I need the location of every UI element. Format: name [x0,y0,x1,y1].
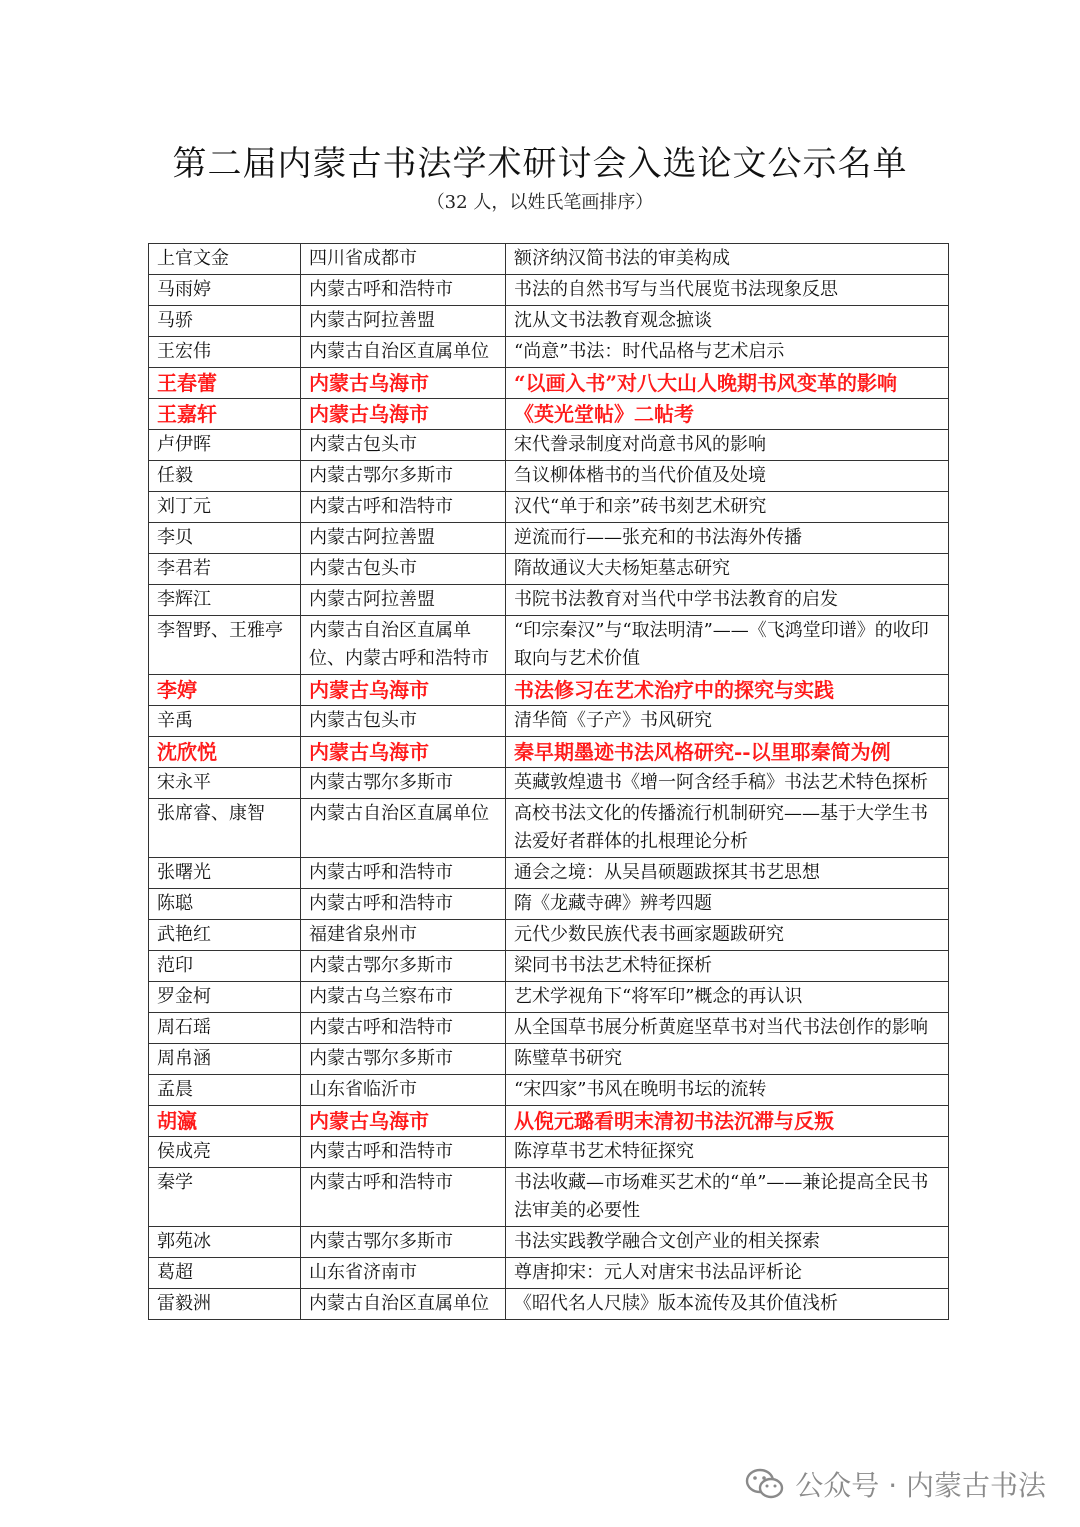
table-row [149,244,949,275]
author-region: 内蒙古乌海市 [301,1106,506,1137]
paper-title: 《英光堂帖》二帖考 [506,399,949,430]
author-region: 内蒙古自治区直属单位 [301,1289,506,1320]
paper-title: “印宗秦汉”与“取法明清”——《飞鸿堂印谱》的收印取向与艺术价值 [506,616,949,675]
author-region: 内蒙古乌海市 [301,368,506,399]
paper-title: 刍议柳体楷书的当代价值及处境 [506,461,949,492]
table-row [149,399,949,430]
page-title: 第二届内蒙古书法学术研讨会入选论文公示名单 [172,144,908,184]
paper-title: 汉代“单于和亲”砖书刻艺术研究 [506,492,949,523]
author-region: 内蒙古乌兰察布市 [301,982,506,1013]
paper-title: “宋四家”书风在晚明书坛的流转 [506,1075,949,1106]
author-name: 张席睿、康智 [149,799,301,858]
table-row [149,920,949,951]
table-row [149,1168,949,1227]
table-row [149,306,949,337]
table-row [149,858,949,889]
paper-title: 书法实践教学融合文创产业的相关探索 [506,1227,949,1258]
table-row [149,554,949,585]
author-region: 内蒙古呼和浩特市 [301,1137,506,1168]
author-name: 孟晨 [149,1075,301,1106]
paper-title: 《昭代名人尺牍》版本流传及其价值浅析 [506,1289,949,1320]
table-row [149,1013,949,1044]
author-region: 内蒙古自治区直属单位 [301,799,506,858]
wechat-icon [745,1467,785,1501]
watermark [745,1462,1046,1506]
table-row [149,430,949,461]
author-region: 内蒙古呼和浩特市 [301,492,506,523]
table-row [149,492,949,523]
author-region: 内蒙古阿拉善盟 [301,585,506,616]
table-row [149,1258,949,1289]
author-region: 内蒙古乌海市 [301,399,506,430]
author-name: 李辉江 [149,585,301,616]
table-row [149,1106,949,1137]
author-region: 内蒙古鄂尔多斯市 [301,768,506,799]
selected-papers-table [148,243,949,1320]
paper-title: 尊唐抑宋：元人对唐宋书法品评析论 [506,1258,949,1289]
author-name: 范印 [149,951,301,982]
author-name: 马骄 [149,306,301,337]
paper-title: 秦早期墨迹书法风格研究--以里耶秦简为例 [506,737,949,768]
author-name: 周帛涵 [149,1044,301,1075]
author-region: 内蒙古呼和浩特市 [301,275,506,306]
author-name: 侯成亮 [149,1137,301,1168]
paper-title: 清华简《子产》书风研究 [506,706,949,737]
author-name: 武艳红 [149,920,301,951]
paper-title: “尚意”书法：时代品格与艺术启示 [506,337,949,368]
paper-title: 通会之境：从吴昌硕题跋探其书艺思想 [506,858,949,889]
table-row [149,585,949,616]
author-name: 马雨婷 [149,275,301,306]
paper-title: 元代少数民族代表书画家题跋研究 [506,920,949,951]
paper-title: 书法的自然书写与当代展览书法现象反思 [506,275,949,306]
author-name: 王宏伟 [149,337,301,368]
author-name: 雷毅洲 [149,1289,301,1320]
author-region: 内蒙古呼和浩特市 [301,1168,506,1227]
author-region: 福建省泉州市 [301,920,506,951]
paper-title: 从倪元璐看明末清初书法沉滞与反叛 [506,1106,949,1137]
author-name: 刘丁元 [149,492,301,523]
paper-title: 额济纳汉简书法的审美构成 [506,244,949,275]
author-region: 内蒙古乌海市 [301,675,506,706]
table-row [149,737,949,768]
author-region: 内蒙古包头市 [301,430,506,461]
author-name: 葛超 [149,1258,301,1289]
table-row [149,275,949,306]
author-region: 四川省成都市 [301,244,506,275]
paper-title: 梁同书书法艺术特征探析 [506,951,949,982]
table-row [149,1227,949,1258]
table-row [149,706,949,737]
page-subtitle: （32 人，以姓氏笔画排序） [426,192,654,213]
paper-title: 隋故通议大夫杨矩墓志研究 [506,554,949,585]
author-name: 张曙光 [149,858,301,889]
author-region: 内蒙古包头市 [301,554,506,585]
paper-title: “以画入书”对八大山人晚期书风变革的影响 [506,368,949,399]
table-row [149,768,949,799]
author-name: 郭苑冰 [149,1227,301,1258]
paper-title: 从全国草书展分析黄庭坚草书对当代书法创作的影响 [506,1013,949,1044]
author-name: 李智野、王雅亭 [149,616,301,675]
paper-title: 书法修习在艺术治疗中的探究与实践 [506,675,949,706]
paper-title: 陈淳草书艺术特征探究 [506,1137,949,1168]
paper-title: 宋代誊录制度对尚意书风的影响 [506,430,949,461]
author-region: 山东省济南市 [301,1258,506,1289]
table-row [149,616,949,675]
paper-title: 高校书法文化的传播流行机制研究——基于大学生书法爱好者群体的扎根理论分析 [506,799,949,858]
table-row [149,1075,949,1106]
author-region: 内蒙古鄂尔多斯市 [301,1044,506,1075]
author-region: 内蒙古包头市 [301,706,506,737]
table-row [149,337,949,368]
author-region: 内蒙古阿拉善盟 [301,523,506,554]
author-name: 李婷 [149,675,301,706]
author-name: 沈欣悦 [149,737,301,768]
author-name: 秦学 [149,1168,301,1227]
table-row [149,982,949,1013]
table-row [149,951,949,982]
author-region: 内蒙古鄂尔多斯市 [301,951,506,982]
paper-title: 书院书法教育对当代中学书法教育的启发 [506,585,949,616]
table-row [149,523,949,554]
author-name: 罗金柯 [149,982,301,1013]
table-row [149,1137,949,1168]
author-region: 内蒙古阿拉善盟 [301,306,506,337]
paper-title: 沈从文书法教育观念摭谈 [506,306,949,337]
author-region: 内蒙古呼和浩特市 [301,1013,506,1044]
author-name: 卢伊晖 [149,430,301,461]
author-name: 上官文金 [149,244,301,275]
author-name: 胡瀛 [149,1106,301,1137]
author-region: 山东省临沂市 [301,1075,506,1106]
table-row [149,461,949,492]
table-row [149,799,949,858]
author-name: 辛禹 [149,706,301,737]
paper-title: 逆流而行——张充和的书法海外传播 [506,523,949,554]
table-row [149,368,949,399]
paper-title: 艺术学视角下“将军印”概念的再认识 [506,982,949,1013]
author-region: 内蒙古鄂尔多斯市 [301,1227,506,1258]
author-region: 内蒙古呼和浩特市 [301,889,506,920]
author-region: 内蒙古自治区直属单位、内蒙古呼和浩特市 [301,616,506,675]
author-region: 内蒙古自治区直属单位 [301,337,506,368]
table-row [149,675,949,706]
author-region: 内蒙古乌海市 [301,737,506,768]
author-name: 周石瑶 [149,1013,301,1044]
author-name: 王春蕾 [149,368,301,399]
table-row [149,889,949,920]
watermark-text: 公众号 · 内蒙古书法 [795,1469,1046,1502]
table-row [149,1044,949,1075]
paper-title: 书法收藏—市场难买艺术的“单”——兼论提高全民书法审美的必要性 [506,1168,949,1227]
author-name: 任毅 [149,461,301,492]
paper-title: 陈璧草书研究 [506,1044,949,1075]
paper-title: 隋《龙藏寺碑》辨考四题 [506,889,949,920]
table-body [149,244,949,1320]
author-region: 内蒙古鄂尔多斯市 [301,461,506,492]
author-name: 李贝 [149,523,301,554]
author-region: 内蒙古呼和浩特市 [301,858,506,889]
table-row [149,1289,949,1320]
author-name: 王嘉轩 [149,399,301,430]
author-name: 宋永平 [149,768,301,799]
author-name: 李君若 [149,554,301,585]
paper-title: 英藏敦煌遗书《增一阿含经手稿》书法艺术特色探析 [506,768,949,799]
author-name: 陈聪 [149,889,301,920]
